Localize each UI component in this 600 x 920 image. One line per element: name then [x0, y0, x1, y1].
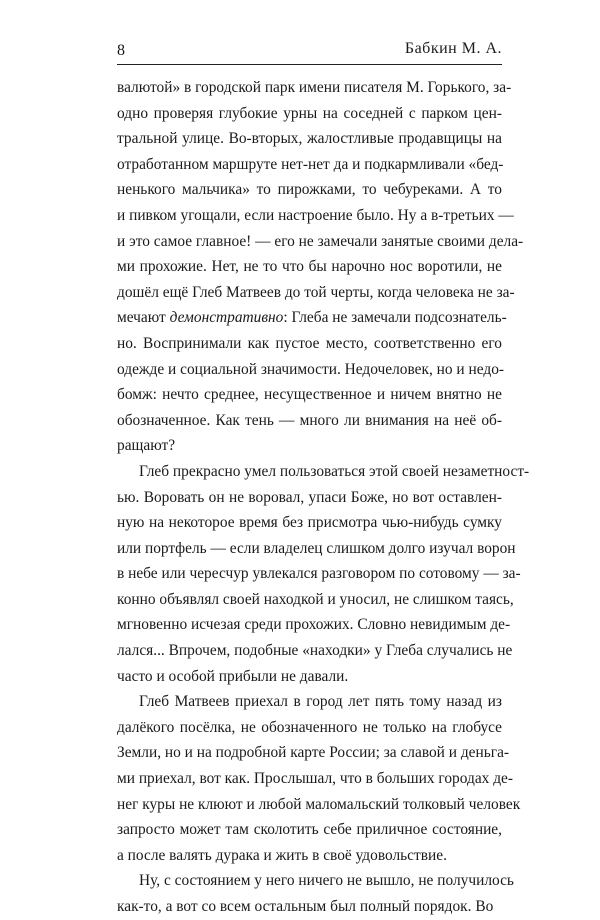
text-segment: лался... Впрочем, подобные «находки» у Глеба случались не: [117, 642, 513, 660]
text-line: [117, 101, 502, 127]
text-line: [117, 254, 502, 280]
text-line: [117, 229, 524, 255]
text-segment: ращают?: [117, 437, 176, 455]
paragraph: [117, 459, 530, 689]
text-segment: и пивком угощали, если настроение было. Ну а в-третьих —: [117, 206, 514, 224]
text-line: [117, 868, 514, 894]
text-segment: ью. Воровать он не воровал, упаси Боже, но вот оставлен-: [117, 488, 502, 506]
text-line: [117, 357, 505, 383]
text-line: [117, 740, 510, 766]
text-segment: или портфель — если владелец слишком долго изучал ворон: [117, 539, 516, 557]
text-line: [117, 305, 507, 331]
text-line: [117, 843, 502, 869]
text-segment: в небе или чересчур увлекался разговором по сотовому — за-: [117, 565, 521, 583]
text-line: [117, 894, 502, 920]
text-segment: : Глеба не замечали подсознатель-: [283, 309, 507, 327]
text-line: [117, 536, 516, 562]
text-line: [117, 766, 513, 792]
emphasis-text: демонстративно: [169, 309, 284, 327]
text-line: [117, 75, 512, 101]
text-segment: запросто может там сколотить себе приличное состояние,: [117, 821, 502, 839]
text-line: [117, 638, 513, 664]
text-segment: одно проверяя глубокие урны на соседней с парком цен-: [117, 104, 502, 122]
text-segment: ми приехал, вот как. Прослышал, что в больших городах де-: [117, 770, 513, 788]
text-segment: ми прохожие. Нет, не то что бы нарочно нос воротили, не: [117, 258, 502, 276]
text-segment: как-то, а вот со всем остальным был полный порядок. Во: [117, 898, 494, 915]
text-segment: тральной улице. Во-вторых, жалостливые продавщицы на: [117, 130, 502, 148]
text-segment: часто и особой прибыли не давали.: [117, 667, 349, 685]
paragraph: [117, 689, 521, 868]
page-header: [117, 36, 502, 65]
page-number: 8: [117, 42, 125, 59]
text-line: [117, 331, 502, 357]
text-line: [117, 280, 515, 306]
text-segment: ную на некоторое время без присмотра чью-нибудь сумку: [117, 514, 502, 532]
text-segment: мечают: [117, 309, 170, 327]
text-segment: Земли, но и на подробной карте России; за славой и деньга-: [117, 744, 510, 762]
text-segment: конно объявлял своей находкой и уносил, не слишком таясь,: [117, 590, 514, 608]
text-line: [117, 612, 511, 638]
text-line: [117, 485, 502, 511]
text-segment: Глеб прекрасно умел пользоваться этой своей незаметност-: [139, 462, 530, 480]
paragraph: [117, 868, 514, 919]
text-line: [117, 203, 514, 229]
text-segment: но. Воспринимали как пустое место, соответственно его: [117, 334, 502, 352]
text-segment: нег куры не клюют и любой маломальский толковый человек: [117, 795, 521, 813]
text-line: [117, 126, 502, 152]
text-line: [117, 587, 514, 613]
text-line: [117, 792, 521, 818]
text-line: [117, 664, 502, 690]
text-segment: валютой» в городской парк имени писателя М. Горького, за-: [117, 79, 512, 96]
text-line: [117, 459, 530, 485]
paragraph: [117, 75, 524, 459]
text-line: [117, 510, 502, 536]
text-segment: ненького мальчика» то пирожками, то чебуреками. А то: [117, 181, 502, 199]
running-head: Бабкин М. А.: [404, 40, 502, 57]
text-line: [117, 177, 502, 203]
text-segment: а после валять дурака и жить в своё удовольствие.: [117, 846, 447, 864]
text-segment: отработанном маршруте нет-нет да и подкармливали «бед-: [117, 155, 504, 173]
text-segment: обозначенное. Как тень — много ли внимания на неё об-: [117, 411, 502, 429]
text-line: [117, 715, 502, 741]
text-segment: дошёл ещё Глеб Матвеев до той черты, когда человека не за-: [117, 283, 515, 301]
text-segment: мгновенно исчезая среди прохожих. Словно невидимым де-: [117, 616, 511, 634]
text-segment: бомж: нечто среднее, несущественное и ничем внятно не: [117, 386, 502, 404]
text-line: [117, 689, 502, 715]
text-line: [117, 152, 502, 178]
text-line: [117, 408, 502, 434]
body-text: [117, 75, 530, 920]
text-segment: Глеб Матвеев приехал в город лет пять тому назад из: [139, 693, 502, 711]
text-segment: далёкого посёлка, не обозначенного не только на глобусе: [117, 718, 502, 736]
text-line: [117, 382, 502, 408]
text-line: [117, 817, 502, 843]
text-segment: и это самое главное! — его не замечали занятые своими дела-: [117, 232, 524, 250]
text-line: [117, 433, 502, 459]
text-segment: одежде и социальной значимости. Недочеловек, но и недо-: [117, 360, 505, 378]
text-segment: Ну, с состоянием у него ничего не вышло, не получилось: [139, 872, 514, 890]
text-line: [117, 561, 521, 587]
